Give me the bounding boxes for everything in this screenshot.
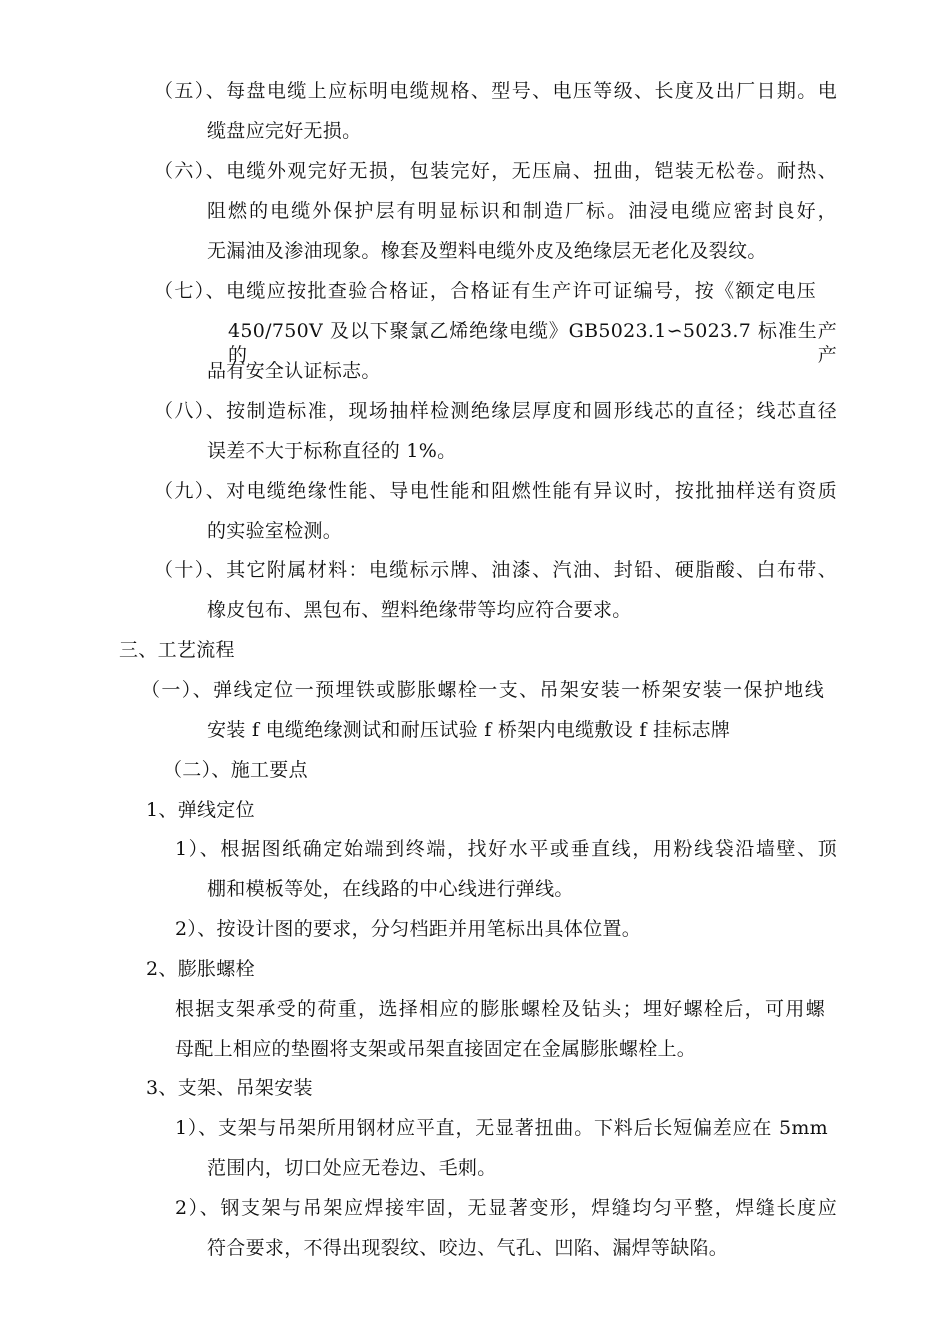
para-6-line-2: 阻燃的电缆外保护层有明显标识和制造厂标。油浸电缆应密封良好， xyxy=(207,200,837,222)
item-1-2-line-1: 2）、按设计图的要求，分匀档距并用笔标出具体位置。 xyxy=(175,918,642,940)
para-7-line-1: （七）、电缆应按批查验合格证，合格证有生产许可证编号，按《额定电压 xyxy=(154,280,816,302)
para-5-line-2: 缆盘应完好无损。 xyxy=(207,120,362,142)
item-3-1-line-2: 范围内，切口处应无卷边、毛刺。 xyxy=(207,1157,497,1179)
para-7-line-2: 450/750V 及以下聚氯乙烯绝缘电缆》GB5023.1∽5023.7 标准生产的产 xyxy=(228,320,837,366)
item-3-2-line-2: 符合要求，不得出现裂纹、咬边、气孔、凹陷、漏焊等缺陷。 xyxy=(207,1237,729,1259)
item-3-heading: 3、支架、吊架安装 xyxy=(146,1077,313,1099)
para-6-line-3: 无漏油及渗油现象。橡套及塑料电缆外皮及绝缘层无老化及裂纹。 xyxy=(207,240,767,262)
item-3-2-line-1: 2）、钢支架与吊架应焊接牢固，无显著变形，焊缝均匀平整，焊缝长度应 xyxy=(175,1197,837,1219)
section-heading-process: 三、工艺流程 xyxy=(119,639,235,661)
para-10-line-2: 橡皮包布、黑包布、塑料绝缘带等均应符合要求。 xyxy=(207,599,632,621)
para-6-line-1: （六）、电缆外观完好无损，包装完好，无压扁、扭曲，铠装无松卷。耐热、 xyxy=(154,160,837,182)
item-1-1-line-2: 棚和模板等处，在线路的中心线进行弹线。 xyxy=(207,878,574,900)
item-1-1-line-1: 1）、根据图纸确定始端到终端，找好水平或垂直线，用粉线袋沿墙壁、顶 xyxy=(175,838,837,860)
process-flow-line-1: （一）、弹线定位一预埋铁或膨胀螺栓一支、吊架安装一桥架安装一保护地线 xyxy=(141,679,824,701)
process-flow-line-2: 安装 f 电缆绝缘测试和耐压试验 f 桥架内电缆敷设 f 挂标志牌 xyxy=(207,719,731,741)
para-5-line-1: （五）、每盘电缆上应标明电缆规格、型号、电压等级、长度及出厂日期。电 xyxy=(154,80,837,102)
para-8-line-1: （八）、按制造标准，现场抽样检测绝缘层厚度和圆形线芯的直径；线芯直径 xyxy=(154,400,837,422)
item-1-heading: 1、弹线定位 xyxy=(146,799,255,821)
para-10-line-1: （十）、其它附属材料：电缆标示牌、油漆、汽油、封铅、硬脂酸、白布带、 xyxy=(154,559,837,581)
subheading-key-points: （二）、施工要点 xyxy=(163,759,308,781)
para-9-line-1: （九）、对电缆绝缘性能、导电性能和阻燃性能有异议时，按批抽样送有资质 xyxy=(154,480,837,502)
para-8-line-2: 误差不大于标称直径的 1%。 xyxy=(207,440,457,462)
item-2-line-1: 根据支架承受的荷重，选择相应的膨胀螺栓及钻头；埋好螺栓后，可用螺 xyxy=(175,998,825,1020)
item-3-1-line-1: 1）、支架与吊架所用钢材应平直，无显著扭曲。下料后长短偏差应在 5mm xyxy=(175,1117,828,1139)
item-2-heading: 2、膨胀螺栓 xyxy=(146,958,255,980)
para-9-line-2: 的实验室检测。 xyxy=(207,520,343,542)
item-2-line-2: 母配上相应的垫圈将支架或吊架直接固定在金属膨胀螺栓上。 xyxy=(175,1038,697,1060)
para-7-line-3: 品有安全认证标志。 xyxy=(207,360,381,382)
